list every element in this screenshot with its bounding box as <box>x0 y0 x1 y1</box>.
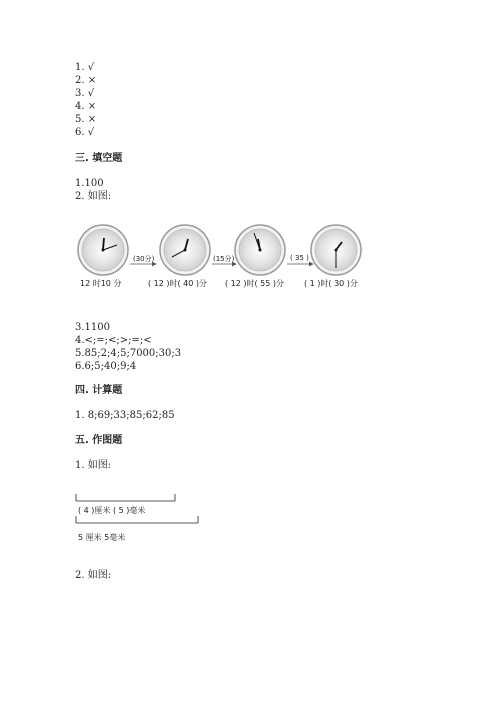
answer-line: 3.1100 <box>75 322 110 333</box>
answer-line: 2. 如图: <box>75 191 112 202</box>
clock-face-2 <box>160 225 210 275</box>
answer-line: 3. √ <box>75 88 95 99</box>
segment-label-2: 5 厘米 5毫米 <box>78 533 126 542</box>
answer-line: 4.<;=;<;>;=;< <box>75 335 152 346</box>
answer-line: 1.100 <box>75 178 104 189</box>
answer-line: 2. × <box>75 75 97 86</box>
clock-face-1 <box>78 225 128 275</box>
clock-face-3 <box>235 225 285 275</box>
clock-time-label: ( 12 )时( 55 )分 <box>225 279 285 288</box>
section-title-drawing: 五. 作图题 <box>75 435 123 446</box>
answer-line: 4. × <box>75 101 97 112</box>
clock-time-label: ( 1 )时( 30 )分 <box>304 279 358 288</box>
clock-time-label: ( 12 )时( 40 )分 <box>148 279 208 288</box>
answer-line: 1. √ <box>75 62 95 73</box>
section-title-fill-in: 三. 填空题 <box>75 153 123 164</box>
arrow-label: ( 35 ) <box>290 254 309 262</box>
answer-line: 6.6;5;40;9;4 <box>75 361 137 372</box>
answer-line: 2. 如图: <box>75 570 112 581</box>
answer-line: 1. 如图: <box>75 460 112 471</box>
answer-line: 1. 8;69;33;85;62;85 <box>75 410 175 421</box>
arrow-label: (30分) <box>133 255 155 263</box>
answer-line: 5.85;2;4;5;7000;30;3 <box>75 348 182 359</box>
answer-line: 6. √ <box>75 127 95 138</box>
answer-line: 5. × <box>75 114 97 125</box>
clock-diagram <box>72 222 372 294</box>
arrow-label: (15分) <box>213 255 235 263</box>
clock-face-4 <box>311 225 361 275</box>
section-title-calculation: 四. 计算题 <box>75 385 123 396</box>
clock-time-label: 12 时10 分 <box>80 279 122 288</box>
segment-label-1: ( 4 )厘米 ( 5 )毫米 <box>78 506 146 515</box>
